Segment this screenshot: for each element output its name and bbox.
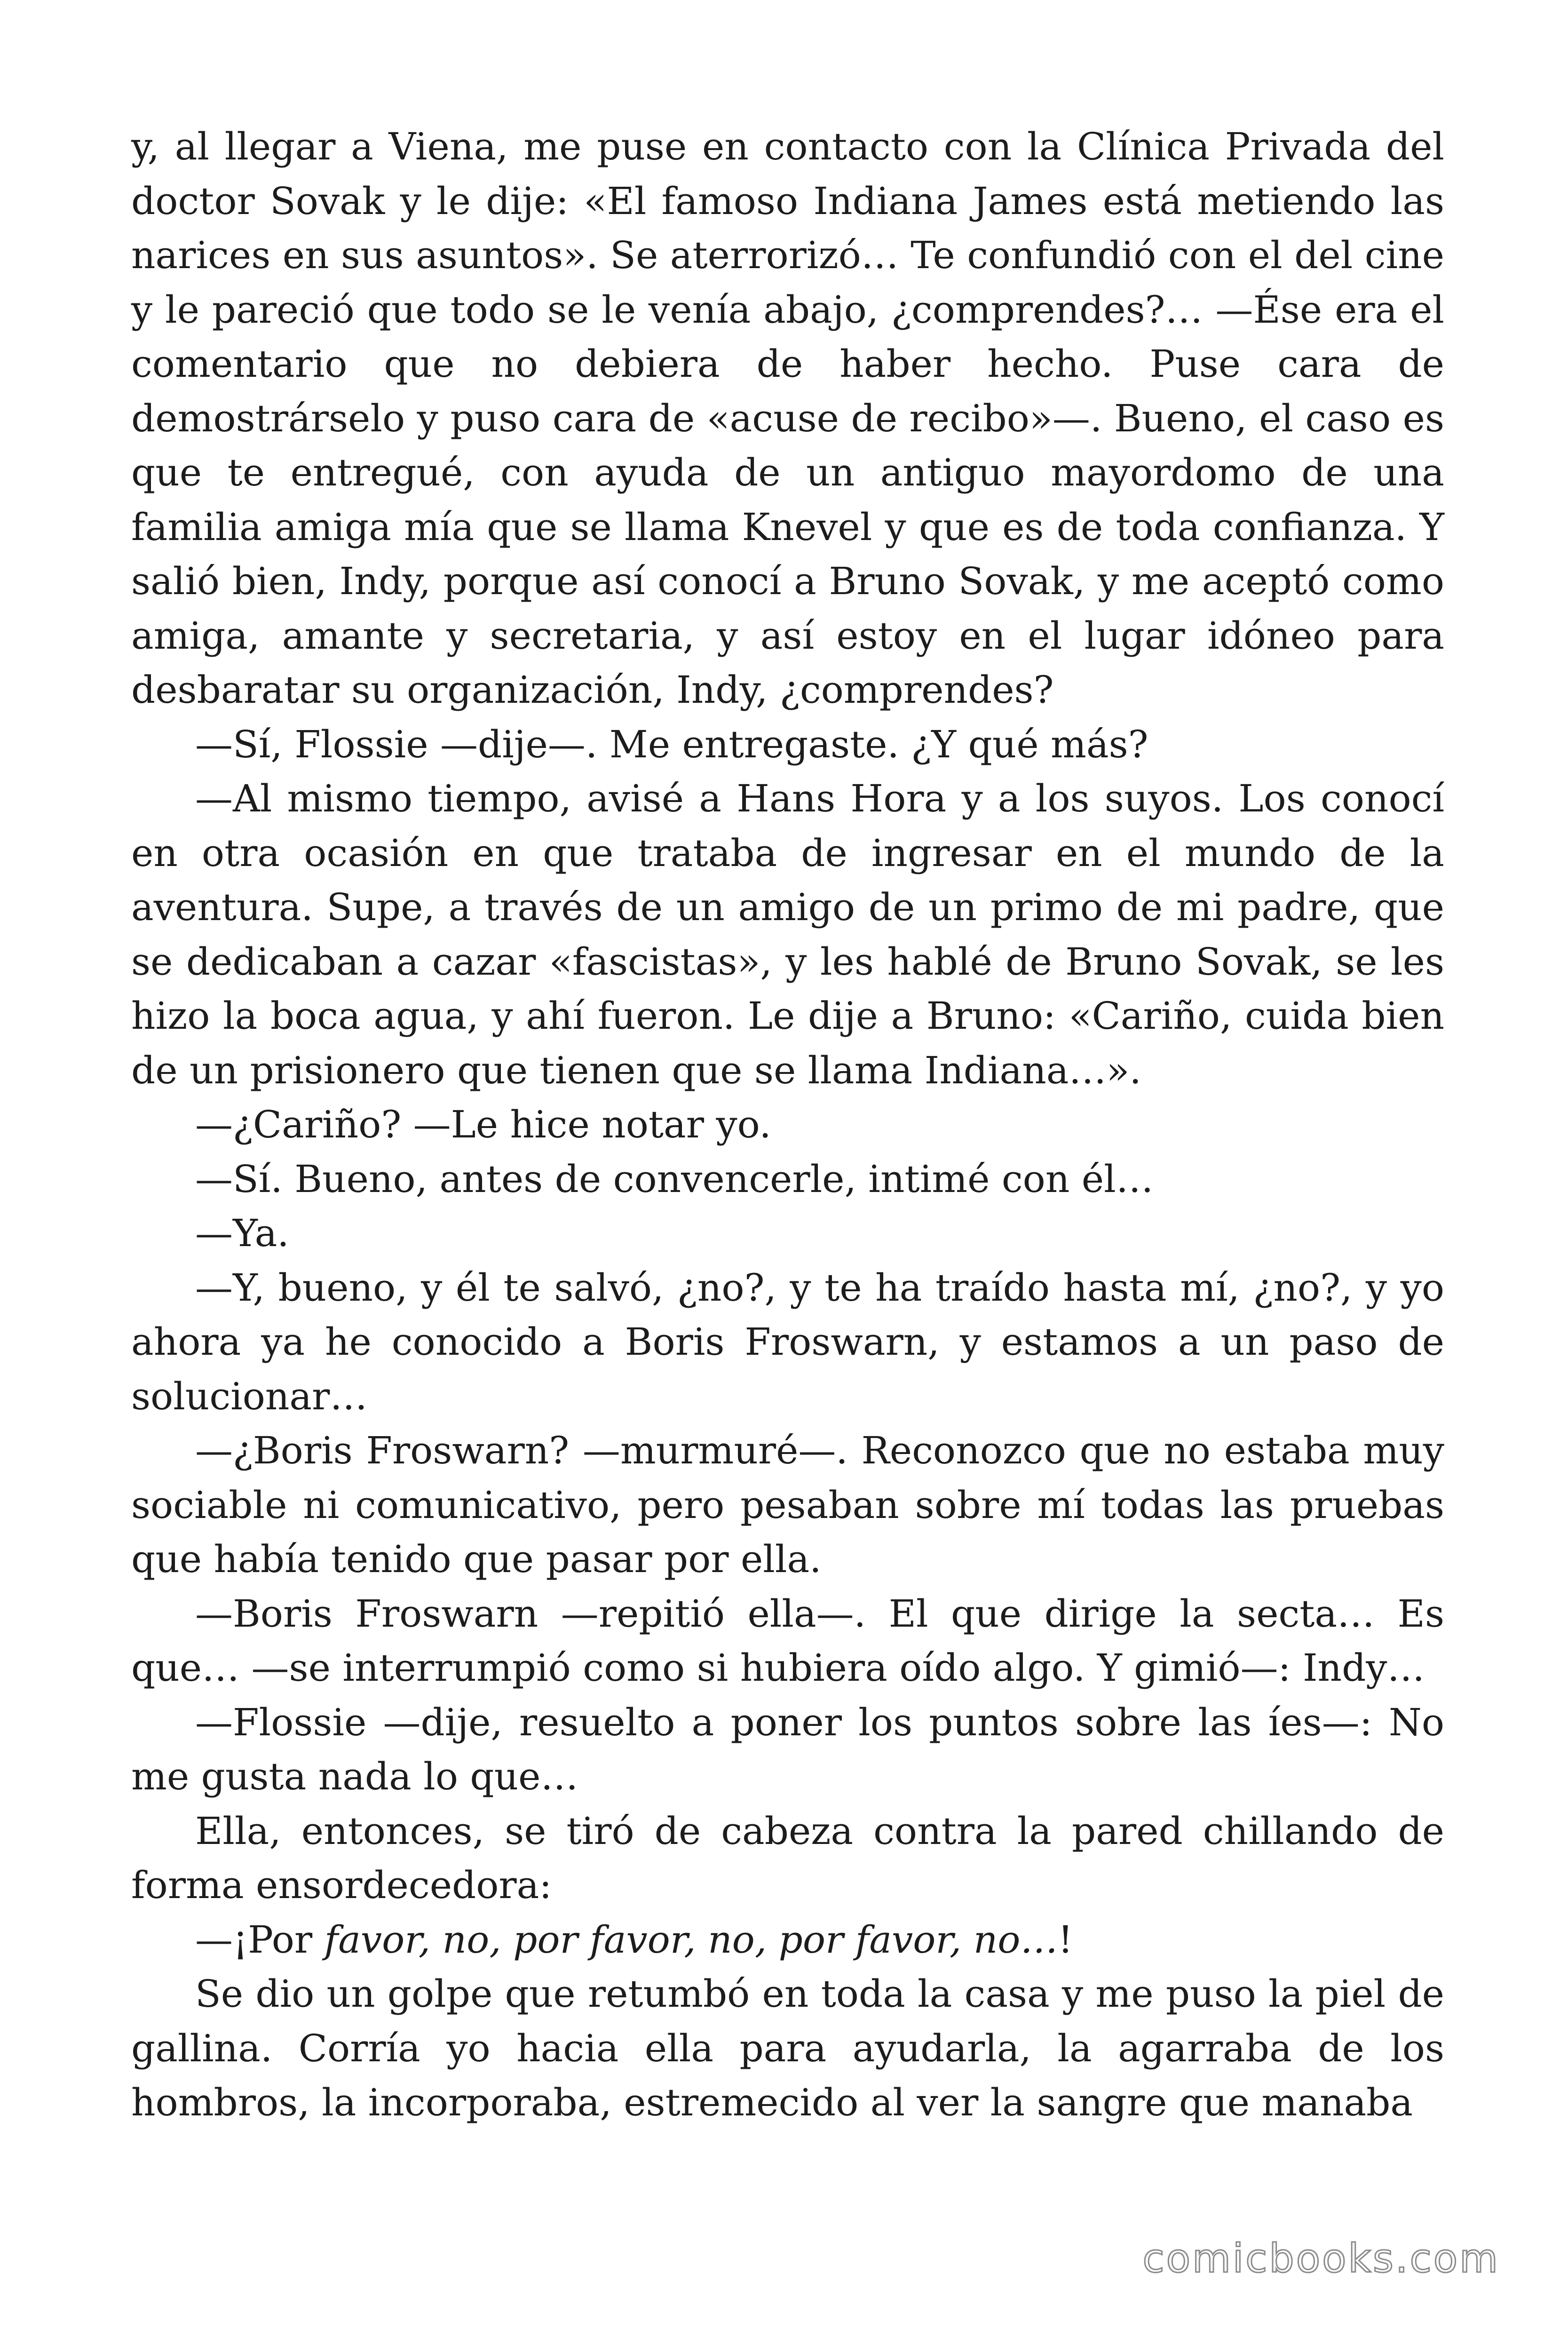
watermark: comicbooks.com	[1142, 2235, 1500, 2281]
paragraph: —Boris Froswarn —repitió ella—. El que dirige la secta… Es que… —se interrumpió como si hubiera oído algo. Y gimió—: Indy…	[131, 1591, 1444, 1690]
paragraph: —Sí. Bueno, antes de convencerle, intimé con él…	[195, 1157, 1154, 1201]
paragraph: —Flossie —dije, resuelto a poner los puntos sobre las íes—: No me gusta nada lo que…	[131, 1700, 1444, 1798]
paragraph: Se dio un golpe que retumbó en toda la casa y me puso la piel de gallina. Corría yo hacia ella para ayudarla, la agarraba de los hombros, la incorporaba, estremecido al ver la sangre que manaba	[131, 1972, 1444, 2124]
paragraph: —Sí, Flossie —dije—. Me entregaste. ¿Y qué más?	[195, 722, 1148, 766]
paragraph: —Al mismo tiempo, avisé a Hans Hora y a los suyos. Los conocí en otra ocasión en que trataba de ingresar en el mundo de la aventura. Supe, a través de un amigo de un primo de mi padre, que se dedicaban a cazar «fascistas», y les hablé de Bruno Sovak, se les hizo la boca agua, y ahí fueron. Le dije a Bruno: «Cariño, cuida bien de un prisionero que tienen que se llama Indiana…».	[131, 777, 1444, 1092]
dialogue-italic: favor, no, por favor, no, por favor, no…	[324, 1917, 1058, 1962]
paragraph: Ella, entonces, se tiró de cabeza contra la pared chillando de forma ensordecedora:	[131, 1809, 1444, 1907]
paragraph: —Ya.	[195, 1211, 289, 1255]
paragraph: y, al llegar a Viena, me puse en contacto con la Clínica Privada del doctor Sovak y le dije: «El famoso Indiana James está metiendo las narices en sus asuntos». Se aterrorizó… Te confundió con el del cine y le pareció que todo se le venía abajo, ¿comprendes?… —Ése era el comentario que no debiera de haber hecho. Puse cara de demostrárselo y puso cara de «acuse de recibo»—. Bueno, el caso es que te entregué, con ayuda de un antiguo mayordomo de una familia amiga mía que se llama Knevel y que es de toda confianza. Y salió bien, Indy, porque así conocí a Bruno Sovak, y me aceptó como amiga, amante y secretaria, y así estoy en el lugar idóneo para desbaratar su organización, Indy, ¿comprendes?	[131, 125, 1444, 712]
italic-dialogue-line	[131, 1913, 1444, 1967]
dialogue-suffix: !	[1058, 1917, 1073, 1962]
paragraph: —Y, bueno, y él te salvó, ¿no?, y te ha traído hasta mí, ¿no?, y yo ahora ya he conocido a Boris Froswarn, y estamos a un paso de solucionar…	[131, 1265, 1444, 1418]
dialogue-prefix: —¡Por	[195, 1917, 325, 1962]
paragraph: —¿Boris Froswarn? —murmuré—. Reconozco que no estaba muy sociable ni comunicativo, pero pesaban sobre mí todas las pruebas que había tenido que pasar por ella.	[131, 1429, 1444, 1581]
paragraph: —¿Cariño? —Le hice notar yo.	[195, 1103, 771, 1146]
page-body	[131, 119, 1444, 2130]
